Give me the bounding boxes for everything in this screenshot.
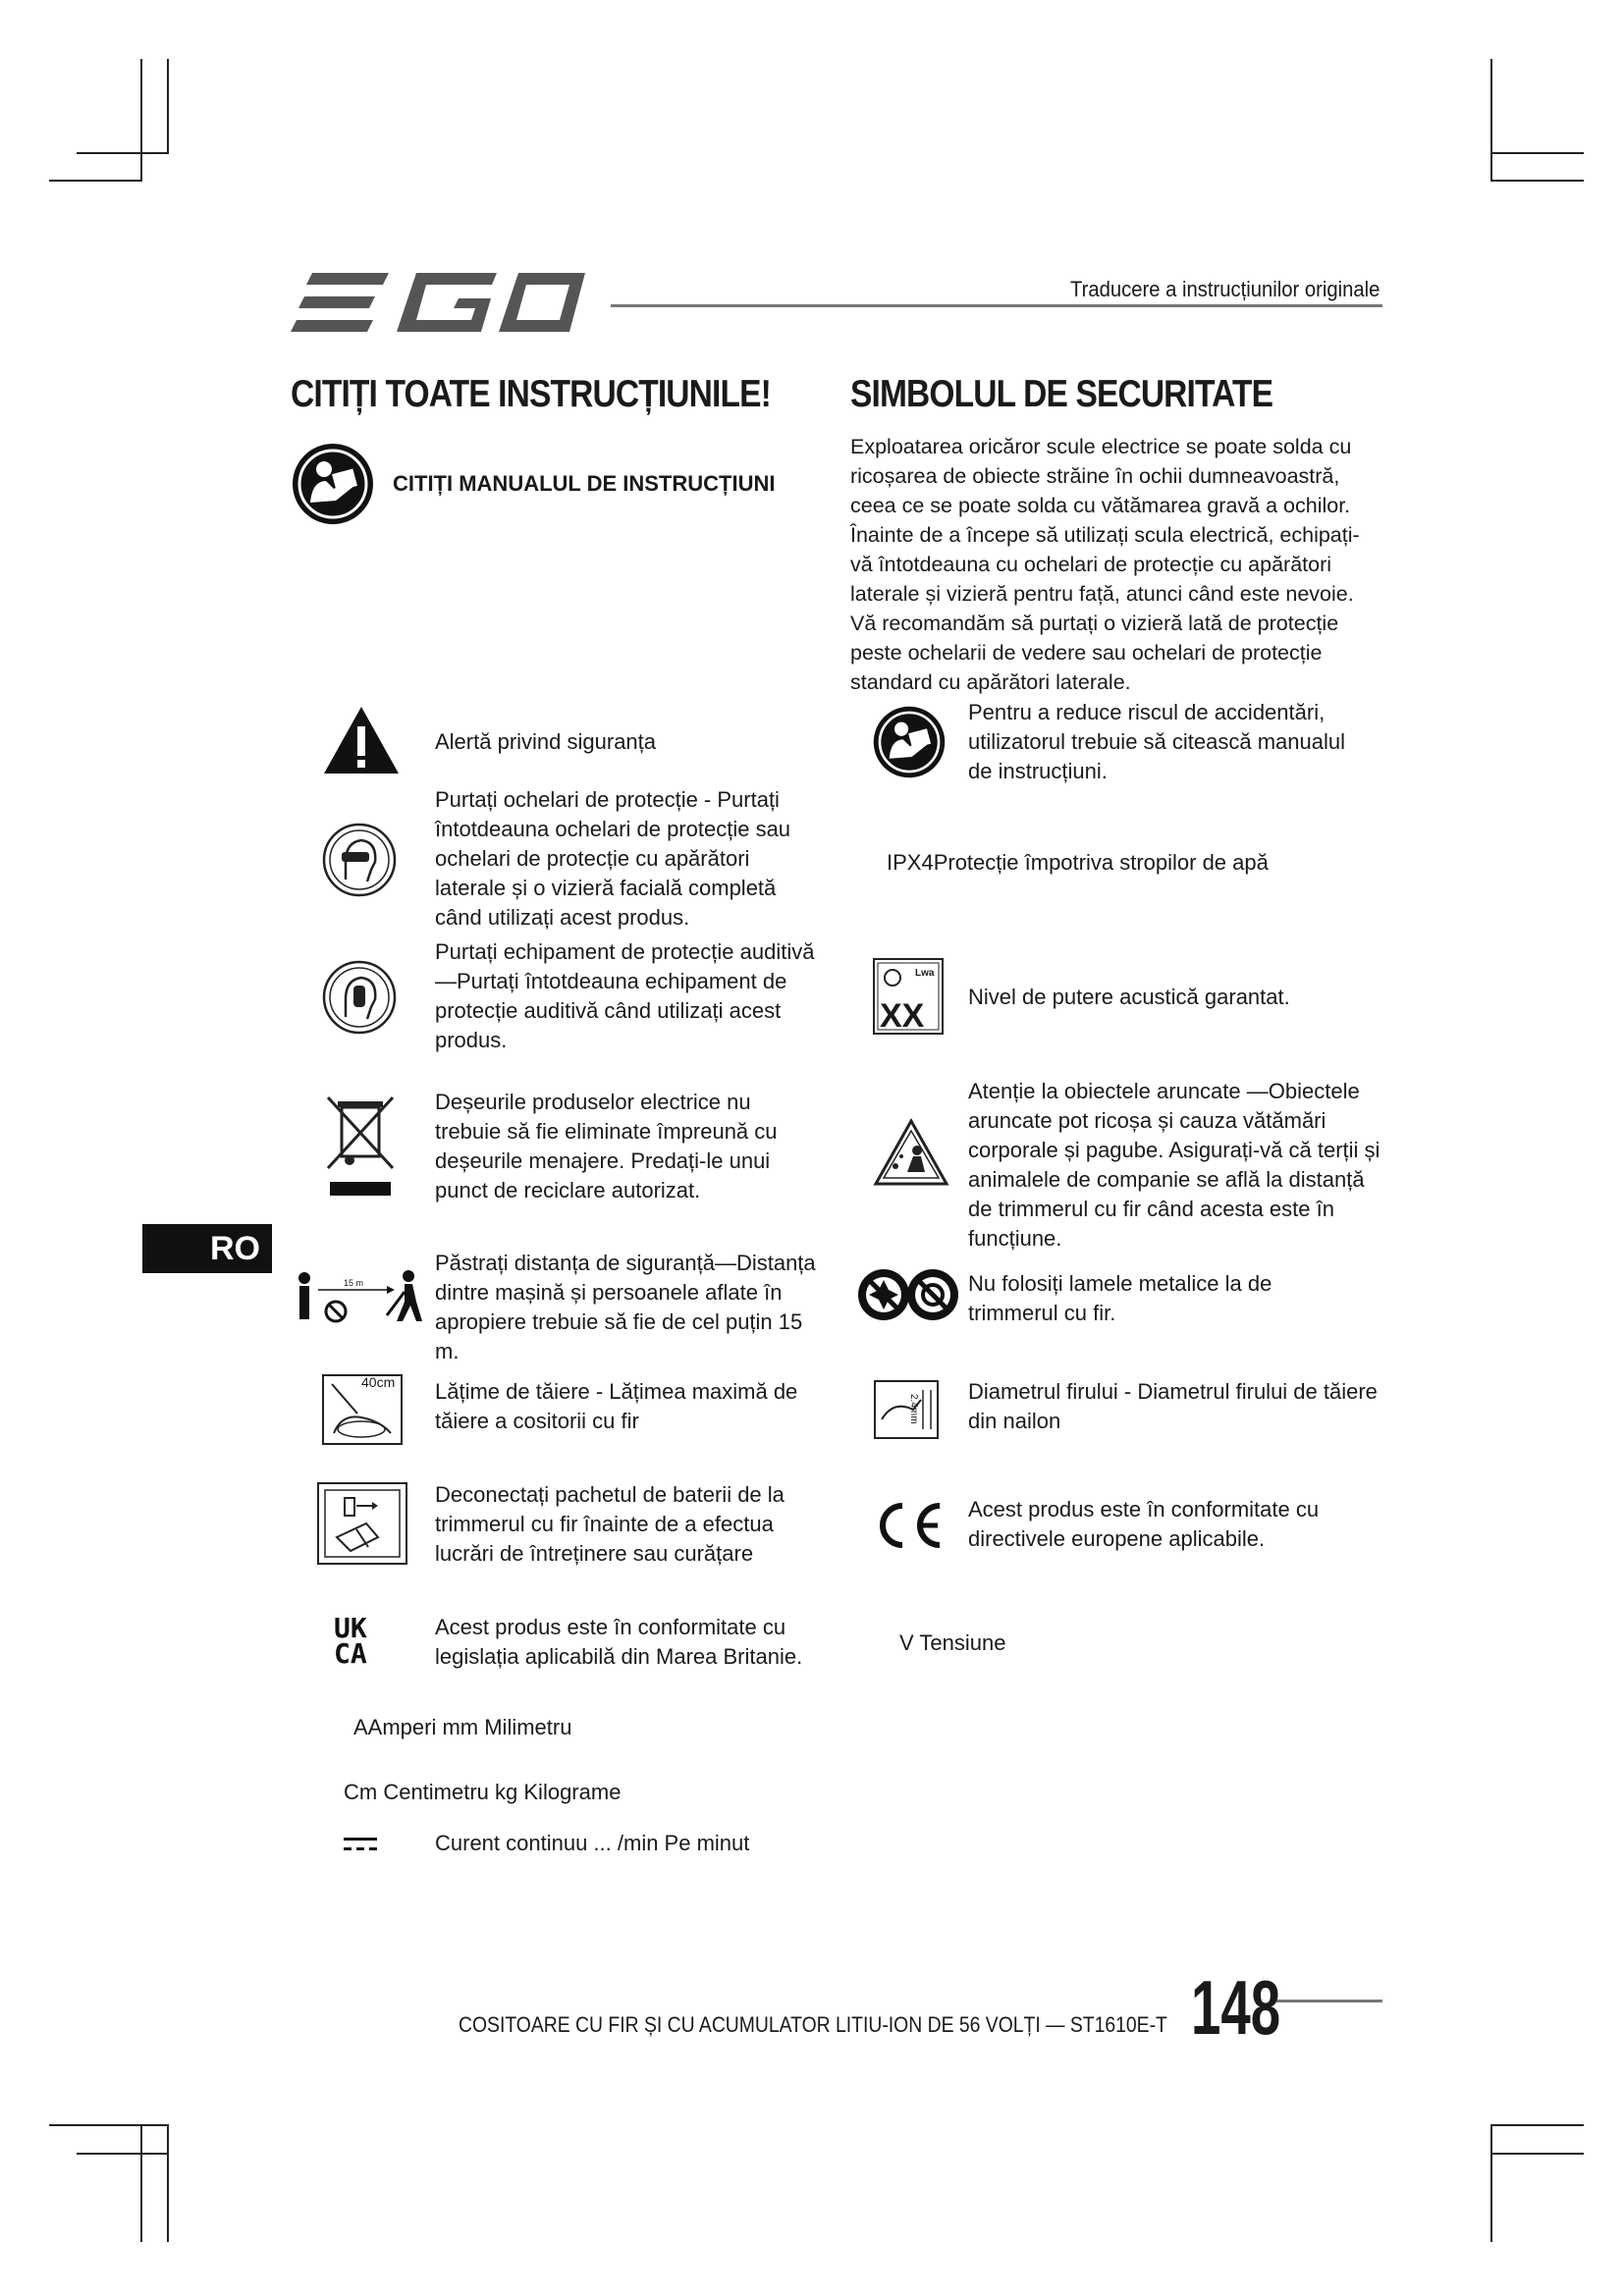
units-row-1: AAmperi mm Milimetru	[353, 1715, 572, 1739]
ce-mark-icon	[871, 1500, 944, 1556]
units-row-3: Curent continuu ... /min Pe minut	[435, 1831, 750, 1855]
symbol-text: V Tensiune	[899, 1630, 1006, 1655]
crop-mark	[1490, 2124, 1584, 2126]
crop-mark	[167, 59, 169, 153]
no-metal-blades-icon	[857, 1266, 959, 1328]
read-manual-icon	[872, 705, 947, 784]
crop-mark	[1490, 2124, 1492, 2242]
symbol-text: Lățime de tăiere - Lățimea maximă de tăiere a cositorii cu fir	[435, 1379, 798, 1433]
crop-mark	[1490, 2153, 1584, 2155]
crop-mark	[49, 2124, 169, 2126]
eye-protection-icon	[322, 823, 397, 902]
language-tab: RO	[142, 1224, 272, 1273]
read-manual-icon	[291, 442, 375, 531]
cutting-width-label: 40cm	[361, 1374, 396, 1390]
ego-logo-icon	[291, 267, 585, 338]
crop-mark	[77, 2153, 169, 2155]
crop-mark	[140, 59, 142, 181]
line-diameter-label: 2.4mm	[908, 1394, 919, 1424]
weee-bin-icon	[324, 1094, 397, 1206]
crop-mark	[49, 180, 142, 182]
symbol-text: Acest produs este în conformitate cu legislația aplicabilă din Marea Britanie.	[435, 1615, 803, 1669]
right-paragraph: Exploatarea oricăror scule electrice se poate solda cu ricoșarea de obiecte străine în ochii dumneavoastră, ceea ce se poate solda cu vătămarea gravă a ochilor. Înainte de a începe să utilizați scula electrică, echipați-vă întotdeauna cu ochelari de protecție cu apărători laterale și vizieră pentru față, atunci când este nevoie. Vă recomandăm să purtați o vizieră lată de protecție peste ochelarii de vedere sau ochelari de protecție standard cu apărători laterale.	[850, 435, 1360, 694]
ear-protection-icon	[322, 960, 397, 1040]
crop-mark	[167, 2124, 169, 2242]
crop-mark	[140, 2124, 142, 2242]
symbol-text: IPX4Protecție împotriva stropilor de apă	[887, 850, 1269, 875]
left-heading: CITIȚI TOATE INSTRUCȚIUNILE!	[291, 373, 771, 415]
symbol-text: Deconectați pachetul de baterii de la trimmerul cu fir înainte de a efectua lucrări de întreținere sau curățare	[435, 1482, 785, 1566]
page-number: 148	[1191, 1964, 1281, 2051]
ukca-top: UK	[334, 1612, 367, 1644]
header-rule	[611, 304, 1382, 307]
footer-title: COSITOARE CU FIR ȘI CU ACUMULATOR LITIU-ION DE 56 VOLȚI — ST1610E-T	[459, 2012, 1167, 2037]
ukca-mark-icon	[334, 1612, 367, 1670]
crop-mark	[1490, 152, 1584, 154]
footer-rule	[1276, 2000, 1382, 2002]
symbol-text: Pentru a reduce riscul de accidentări, utilizatorul trebuie să citească manualul de instrucțiuni.	[968, 700, 1345, 783]
symbol-text: Diametrul firului - Diametrul firului de tăiere din nailon	[968, 1379, 1378, 1433]
thrown-objects-icon	[872, 1117, 950, 1193]
read-manual-label: CITIȚI MANUALUL DE INSTRUCȚIUNI	[393, 471, 776, 496]
units-row-2: Cm Centimetru kg Kilograme	[344, 1780, 622, 1804]
crop-mark	[1490, 59, 1492, 181]
safety-distance-icon	[293, 1266, 424, 1330]
symbol-text: Purtați ochelari de protecție - Purtați întotdeauna ochelari de protecție sau ochelari de protecție cu apărători laterale și o vizieră facială completă când utilizați acest produs.	[435, 787, 791, 930]
crop-mark	[1490, 180, 1584, 182]
symbol-text: Purtați echipament de protecție auditivă—Purtați întotdeauna echipament de protecție auditivă când utilizați acest produs.	[435, 939, 815, 1052]
symbol-text: Păstrați distanța de siguranță—Distanța dintre mașină și persoanele aflate în apropiere trebuie să fie de cel puțin 15 m.	[435, 1251, 816, 1363]
ukca-bottom: CA	[334, 1637, 367, 1670]
symbol-text: Atenție la obiectele aruncate —Obiectele aruncate pot ricoșa și cauza vătămări corporale și pagube. Asigurați-vă că terții și animalele de companie se află la distanță de trimmerul cu fir când acesta este în funcțiune.	[968, 1079, 1380, 1251]
header-subtitle: Traducere a instrucțiunilor originale	[1070, 277, 1380, 301]
disconnect-battery-icon	[317, 1482, 407, 1570]
sound-power-unit: Lwa	[915, 968, 935, 979]
line-diameter-icon	[874, 1380, 939, 1444]
sound-power-value: XX	[880, 997, 925, 1035]
distance-label: 15 m	[344, 1278, 364, 1288]
symbol-text: Deșeurile produselor electrice nu trebuie să fie eliminate împreună cu deșeurile menajere. Predați-le unui punct de reciclare autorizat.	[435, 1090, 778, 1202]
right-heading: SIMBOLUL DE SECURITATE	[850, 373, 1273, 415]
symbol-text: Nivel de putere acustică garantat.	[968, 985, 1290, 1009]
svg-text:EGO: EGO	[291, 267, 294, 268]
brand-logo	[291, 267, 585, 343]
warning-triangle-icon	[322, 705, 401, 780]
crop-mark	[77, 152, 169, 154]
direct-current-icon	[344, 1836, 377, 1858]
symbol-text: Acest produs este în conformitate cu directivele europene aplicabile.	[968, 1497, 1320, 1551]
symbol-text: Alertă privind siguranța	[435, 729, 657, 754]
symbol-text: Nu folosiți lamele metalice la de trimmerul cu fir.	[968, 1271, 1272, 1325]
